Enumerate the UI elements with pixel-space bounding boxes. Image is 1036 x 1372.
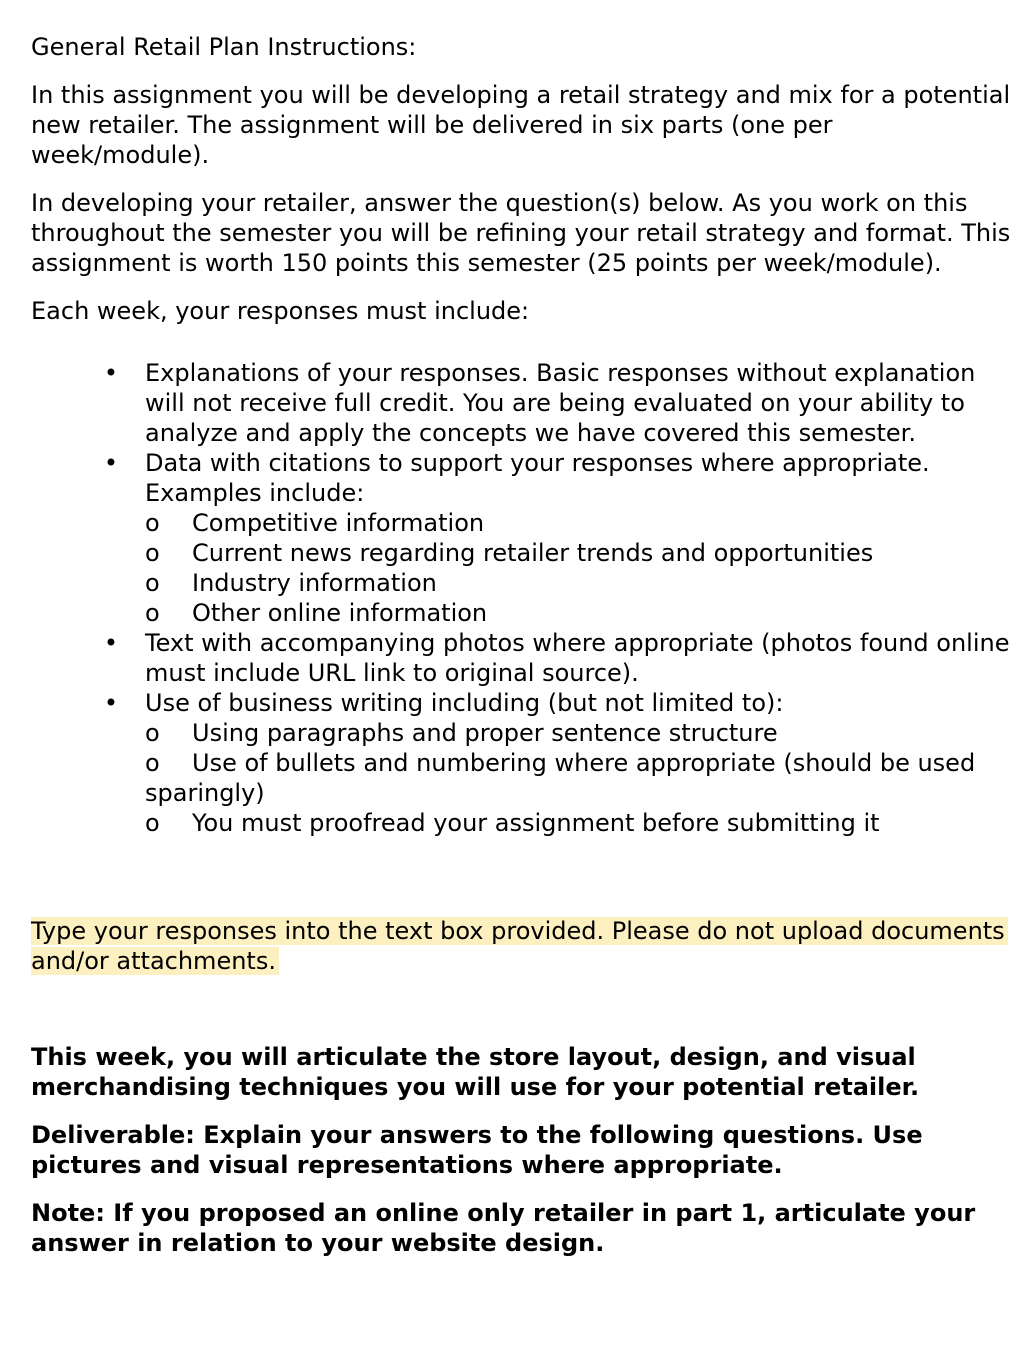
document-title: General Retail Plan Instructions:	[31, 33, 417, 61]
document-page	[31, 32, 1016, 1276]
sub-list-item	[31, 718, 1016, 748]
sub-list-item	[31, 568, 1016, 598]
list-item-text: Use of business writing including (but not limited to):	[145, 689, 784, 717]
sub-list-item-text: You must proofread your assignment before submitting it	[192, 809, 880, 837]
sub-bullet-icon: o	[145, 719, 160, 747]
list-item-text: Text with accompanying photos where appropriate (photos found online must include URL link to original source).	[145, 629, 1010, 687]
intro-paragraph: In this assignment you will be developing a retail strategy and mix for a potential new retailer. The assignment will be delivered in six parts (one per week/module).	[31, 81, 1011, 169]
instructions-paragraph: In developing your retailer, answer the question(s) below. As you work on this throughout the semester you will be refining your retail strategy and format. This assignment is worth 150 points this semester (25 points per week/module).	[31, 189, 1011, 277]
list-item-text: Explanations of your responses. Basic responses without explanation will not receive full credit. You are being evaluated on your ability to analyze and apply the concepts we have covered this semester.	[145, 359, 976, 447]
sub-list-item-text: Other online information	[192, 599, 488, 627]
list-intro: Each week, your responses must include:	[31, 297, 530, 325]
highlighted-notice	[31, 916, 1016, 976]
sub-list-item	[31, 538, 1016, 568]
list-item	[31, 448, 1016, 508]
deliverable-text: Deliverable: Explain your answers to the following questions. Use pictures and visual representations where appropriate.	[31, 1121, 923, 1179]
bullet-icon: •	[103, 449, 119, 477]
sub-bullet-icon: o	[145, 809, 160, 837]
sub-list-item-text: Industry information	[192, 569, 437, 597]
highlighted-notice-text: Type your responses into the text box provided. Please do not upload documents and/or attachments.	[31, 917, 1008, 975]
sub-bullet-icon: o	[145, 749, 160, 777]
weekly-prompt-section	[31, 1042, 1016, 1258]
sub-bullet-icon: o	[145, 539, 160, 567]
week-prompt: This week, you will articulate the store layout, design, and visual merchandising techniques you will use for your potential retailer.	[31, 1043, 920, 1101]
note-text: Note: If you proposed an online only retailer in part 1, articulate your answer in relation to your website design.	[31, 1199, 976, 1257]
sub-bullet-icon: o	[145, 509, 160, 537]
sub-list-item	[31, 808, 1016, 838]
sub-list-item-text: Using paragraphs and proper sentence structure	[192, 719, 778, 747]
sub-list-item-text: Current news regarding retailer trends and opportunities	[192, 539, 874, 567]
sub-list-item	[31, 508, 1016, 538]
sub-list-item-text: Competitive information	[192, 509, 485, 537]
list-item-text: Data with citations to support your responses where appropriate. Examples include:	[145, 449, 930, 507]
sub-bullet-icon: o	[145, 599, 160, 627]
bullet-icon: •	[103, 359, 119, 387]
bullet-icon: •	[103, 689, 119, 717]
list-item	[31, 628, 1016, 688]
bullet-icon: •	[103, 629, 119, 657]
sub-bullet-icon: o	[145, 569, 160, 597]
sub-list-item	[31, 598, 1016, 628]
list-item	[31, 688, 1016, 718]
list-item	[31, 358, 1016, 448]
sub-list-item-text: Use of bullets and numbering where appropriate (should be used sparingly)	[145, 749, 976, 807]
requirements-list	[31, 358, 1016, 838]
sub-list-item	[31, 748, 1016, 808]
